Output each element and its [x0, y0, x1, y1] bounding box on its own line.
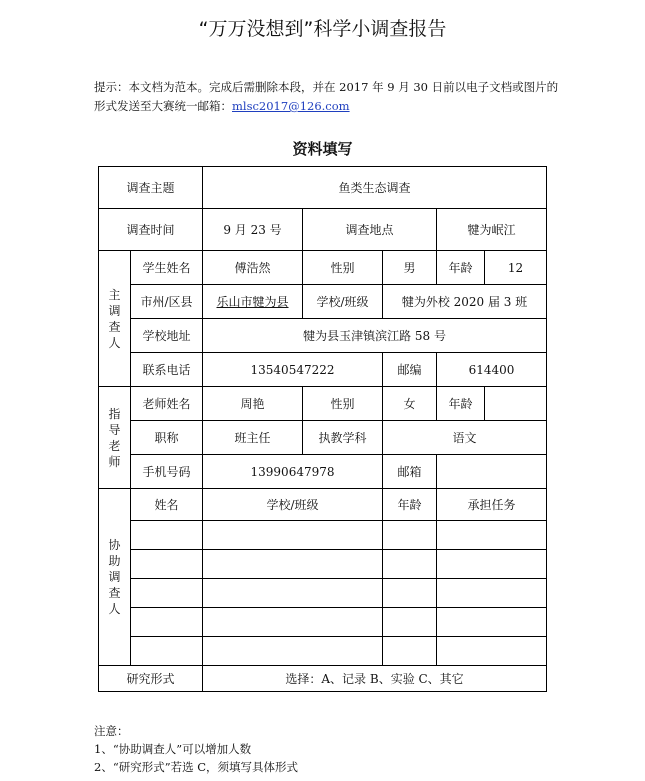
zip-label: 邮编	[383, 353, 437, 387]
teacher-row	[99, 387, 547, 421]
hint-paragraph	[94, 78, 564, 116]
assistant-task-cell[interactable]	[437, 608, 547, 637]
teacher-name-value[interactable]: 周艳	[203, 387, 303, 421]
time-value[interactable]: 9 月 23 号	[203, 209, 303, 251]
assistant-row	[99, 579, 547, 608]
student-phone-value[interactable]: 13540547222	[203, 353, 383, 387]
page-title: “万万没想到”科学小调查报告	[198, 18, 447, 40]
assistant-row	[99, 608, 547, 637]
student-phone-label: 联系电话	[131, 353, 203, 387]
research-row	[99, 666, 547, 692]
info-form-table	[98, 166, 547, 692]
assistant-school-cell[interactable]	[203, 608, 383, 637]
topic-label: 调查主题	[99, 167, 203, 209]
email-link[interactable]: mlsc2017@126.com	[232, 99, 350, 113]
assistant-age-cell[interactable]	[383, 637, 437, 666]
teacher-email-value[interactable]	[437, 455, 547, 489]
city-value[interactable]: 乐山市犍为县	[203, 285, 303, 319]
assistant-task-cell[interactable]	[437, 521, 547, 550]
teacher-phone-row	[99, 455, 547, 489]
topic-value[interactable]: 鱼类生态调查	[203, 167, 547, 209]
teacher-gender-value[interactable]: 女	[383, 387, 437, 421]
assistant-name-header: 姓名	[131, 489, 203, 521]
assistants-group-label: 协 助 调 查 人	[99, 489, 131, 666]
note-item: 1、“协助调查人”可以增加人数	[94, 742, 252, 756]
student-age-label: 年龄	[437, 251, 485, 285]
assistant-school-cell[interactable]	[203, 550, 383, 579]
student-name-value[interactable]: 傅浩然	[203, 251, 303, 285]
teacher-title-row	[99, 421, 547, 455]
teacher-name-label: 老师姓名	[131, 387, 203, 421]
assistant-task-cell[interactable]	[437, 550, 547, 579]
assistant-name-cell[interactable]	[131, 608, 203, 637]
topic-row	[99, 167, 547, 209]
assistant-task-header: 承担任务	[437, 489, 547, 521]
teacher-email-label: 邮箱	[383, 455, 437, 489]
place-value[interactable]: 犍为岷江	[437, 209, 547, 251]
teacher-age-value[interactable]	[485, 387, 547, 421]
address-row	[99, 319, 547, 353]
assistant-name-cell[interactable]	[131, 579, 203, 608]
hint-text: 提示：本文档为范本。完成后需删除本段，并在 2017 年 9 月 30 日前以电子文档或图片的形式发送至大赛统一邮箱：	[94, 80, 559, 113]
assistant-age-cell[interactable]	[383, 579, 437, 608]
student-gender-value[interactable]: 男	[383, 251, 437, 285]
address-value[interactable]: 犍为县玉津镇滨江路 58 号	[203, 319, 547, 353]
time-row	[99, 209, 547, 251]
section-title: 资料填写	[292, 140, 353, 158]
main-investigator-group-label: 主 调 查 人	[99, 251, 131, 387]
student-gender-label: 性别	[303, 251, 383, 285]
place-label: 调查地点	[303, 209, 437, 251]
city-row	[99, 285, 547, 319]
address-label: 学校地址	[131, 319, 203, 353]
assistant-row	[99, 637, 547, 666]
research-value[interactable]: 选择：A、记录 B、实验 C、其它	[203, 666, 547, 692]
assistant-school-header: 学校/班级	[203, 489, 383, 521]
teacher-subject-label: 执教学科	[303, 421, 383, 455]
assistant-row	[99, 550, 547, 579]
assistant-row	[99, 521, 547, 550]
assistant-school-cell[interactable]	[203, 521, 383, 550]
student-age-value[interactable]: 12	[485, 251, 547, 285]
school-label: 学校/班级	[303, 285, 383, 319]
assistant-school-cell[interactable]	[203, 637, 383, 666]
teacher-subject-value[interactable]: 语文	[383, 421, 547, 455]
city-label: 市州/区县	[131, 285, 203, 319]
notes-title: 注意：	[94, 724, 129, 738]
zip-value[interactable]: 614400	[437, 353, 547, 387]
assistant-name-cell[interactable]	[131, 637, 203, 666]
notes	[94, 722, 298, 776]
teacher-group-label: 指 导 老 师	[99, 387, 131, 489]
assistant-age-header: 年龄	[383, 489, 437, 521]
student-name-label: 学生姓名	[131, 251, 203, 285]
time-label: 调查时间	[99, 209, 203, 251]
note-item: 2、“研究形式”若选 C，须填写具体形式	[94, 760, 299, 774]
assistant-age-cell[interactable]	[383, 521, 437, 550]
assistant-name-cell[interactable]	[131, 550, 203, 579]
assistant-name-cell[interactable]	[131, 521, 203, 550]
assistant-header-row	[99, 489, 547, 521]
student-row	[99, 251, 547, 285]
assistant-school-cell[interactable]	[203, 579, 383, 608]
assistant-age-cell[interactable]	[383, 608, 437, 637]
teacher-title-label: 职称	[131, 421, 203, 455]
student-phone-row	[99, 353, 547, 387]
teacher-title-value[interactable]: 班主任	[203, 421, 303, 455]
research-label: 研究形式	[99, 666, 203, 692]
assistant-task-cell[interactable]	[437, 579, 547, 608]
school-value[interactable]: 犍为外校 2020 届 3 班	[383, 285, 547, 319]
teacher-phone-value[interactable]: 13990647978	[203, 455, 383, 489]
teacher-gender-label: 性别	[303, 387, 383, 421]
teacher-age-label: 年龄	[437, 387, 485, 421]
assistant-age-cell[interactable]	[383, 550, 437, 579]
teacher-phone-label: 手机号码	[131, 455, 203, 489]
assistant-task-cell[interactable]	[437, 637, 547, 666]
